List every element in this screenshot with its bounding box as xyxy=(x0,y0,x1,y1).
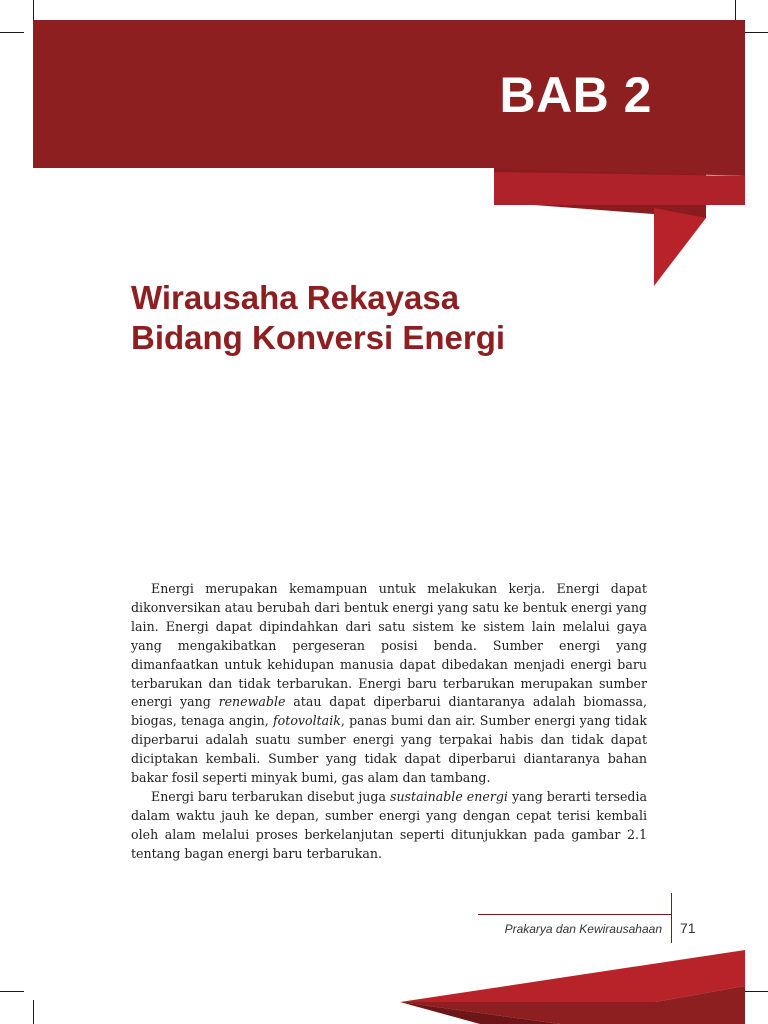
text-run: , panas bumi dan air. Sumber energi yang tidak diperbarui adalah suatu sumber energi yang terpakai habis dan tidak dapat diciptakan kembali. Sumber yang tidak dapat diperbarui diantaranya bahan bakar fosil seperti minyak bumi, gas alam dan tambang. xyxy=(131,713,647,786)
body-text xyxy=(131,580,647,864)
footer-book-title: Prakarya dan Kewirausahaan xyxy=(504,922,662,936)
chapter-title xyxy=(131,278,505,358)
italic-term-renewable: renewable xyxy=(218,694,286,710)
chapter-ribbon-banner xyxy=(0,0,768,300)
page-number: 71 xyxy=(680,920,696,936)
footer-ribbon xyxy=(0,930,768,1024)
body-paragraph xyxy=(131,580,647,788)
chapter-title-line-1: Wirausaha Rekayasa xyxy=(131,279,460,316)
footer-ribbon-light xyxy=(400,950,745,1002)
footer-divider xyxy=(478,914,672,915)
text-run: Energi merupakan kemampuan untuk melakukan kerja. Energi dapat dikonversikan atau berubah dari bentuk energi yang satu ke bentuk energi yang lain. Energi dapat dipindahkan dari satu sistem ke sistem lain melalui gaya yang mengakibatkan pergeseran posisi benda. Sumber energi yang dimanfaatkan untuk kehidupan manusia dapat dibedakan menjadi energi baru terbarukan dan tidak terbarukan. Energi baru terbarukan merupakan sumber energi yang xyxy=(131,581,647,710)
body-paragraph xyxy=(131,788,647,864)
chapter-label: BAB 2 xyxy=(499,67,652,123)
ribbon-tail xyxy=(654,208,706,286)
ribbon-front-fold xyxy=(494,172,745,205)
chapter-title-line-2: Bidang Konversi Energi xyxy=(131,319,506,356)
text-run: atau dapat diperbarui diantaranya adalah biomassa, biogas, tenaga angin, xyxy=(131,694,647,729)
italic-term-sustainable-energi: sustainable energi xyxy=(389,788,508,804)
text-run: Energi baru terbarukan disebut juga xyxy=(151,788,390,804)
italic-term-fotovoltaik: fotovoltaik xyxy=(273,713,341,729)
text-run: yang berarti tersedia dalam waktu jauh ke depan, sumber energi yang dengan cepat terisi kembali oleh alam melalui proses berkelanjutan seperti ditunjukkan pada gambar 2.1 tentang bagan energi baru terbarukan. xyxy=(131,788,647,861)
